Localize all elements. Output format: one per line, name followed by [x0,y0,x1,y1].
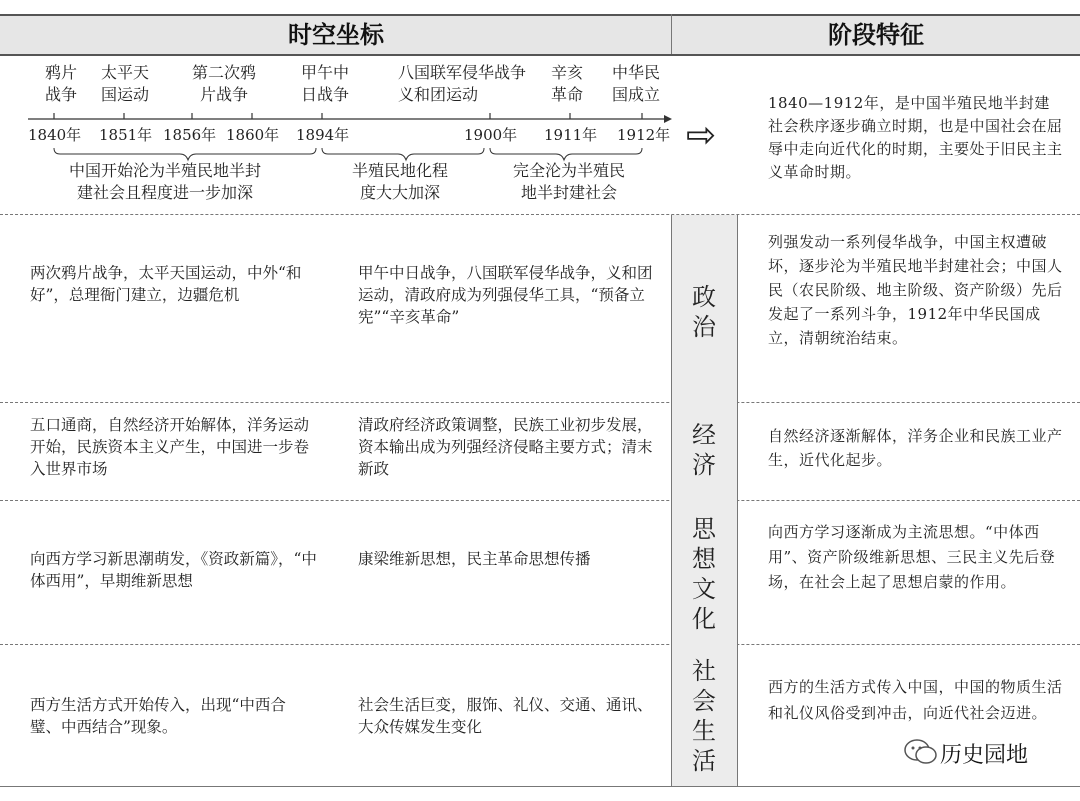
politics-early: 两次鸦片战争，太平天国运动，中外“和好”，总理衙门建立，边疆危机 [30,264,302,304]
year-1856: 1856年 [163,126,217,144]
timeline-summary: 1840—1912年，是中国半殖民地半封建社会秩序逐步确立时期，也是中国社会在屈辱中走向近代化的时期，主要处于旧民主主义革命时期。 [768,94,1063,181]
economy-early: 五口通商，自然经济开始解体，洋务运动开始，民族资本主义产生，中国进一步卷入世界市场 [30,416,310,478]
column-divider [737,215,738,786]
society-summary: 西方的生活方式传入中国，中国的物质生活和礼仪风俗受到冲击，向近代社会迈进。 [768,678,1063,722]
header-right-title: 阶段特征 [828,21,924,49]
year-1911: 1911年 [544,126,598,144]
phase-3: 完全沦为半殖民 地半封建社会 [512,161,625,202]
thought-summary: 向西方学习逐渐成为主流思想。“中体西用”、资产阶级维新思想、三民主义先后登场，在社会上起了思想启蒙的作用。 [768,523,1056,591]
thought-late: 康梁维新思想，民主革命思想传播 [358,550,591,568]
row-divider [0,402,1080,403]
event-xinhai: 辛亥 革命 [550,63,583,104]
phase-1: 中国开始沦为半殖民地半封 建社会且程度进一步加深 [68,161,261,202]
row-divider [0,500,1080,501]
event-roc-founded: 中华民 国成立 [611,63,660,104]
category-politics: 政治 [692,283,716,341]
year-1860: 1860年 [226,126,280,144]
politics-late: 甲午中日战争，八国联军侵华战争，义和团运动，清政府成为列强侵华工具，“预备立宪”“辛亥革命” [358,264,653,326]
year-1851: 1851年 [99,126,153,144]
row-divider [0,644,1080,645]
watermark-text: 历史园地 [940,743,1029,768]
category-economy: 经济 [692,421,716,479]
year-1894: 1894年 [296,126,350,144]
society-early: 西方生活方式开始传入，出现“中西合璧、中西结合”现象。 [30,696,286,736]
event-taiping: 太平天 国运动 [100,63,149,104]
thought-early: 向西方学习新思潮萌发，《资政新篇》，“中体西用”，早期维新思想 [30,550,317,590]
right-arrow-icon: ⇨ [686,115,717,156]
economy-summary: 自然经济逐渐解体，洋务企业和民族工业产生，近代化起步。 [768,427,1063,469]
table-bottom-border [0,786,1080,787]
header-divider [671,14,672,54]
category-social-life: 社会生活 [692,657,716,775]
politics-summary: 列强发动一系列侵华战争，中国主权遭破坏，逐步沦为半殖民地半封建社会；中国人民（农民阶级、地主阶级、资产阶级）先后发起了一系列斗争，1912年中华民国成立，清朝统治结束。 [768,233,1063,347]
year-1900: 1900年 [464,126,518,144]
event-second-opium-war: 第二次鸦 片战争 [191,63,256,104]
event-eight-nation: 八国联军侵华战争 义和团运动 [398,63,527,104]
year-1912: 1912年 [617,126,671,144]
year-1840: 1840年 [28,126,82,144]
header-left-title: 时空坐标 [288,21,384,49]
wechat-icon [904,738,938,766]
economy-late: 清政府经济政策调整，民族工业初步发展，资本输出成为列强经济侵略主要方式；清末新政 [358,416,653,478]
category-thought-culture: 思想文化 [692,515,716,633]
column-divider [671,215,672,786]
event-sino-japanese-war: 甲午中 日战争 [300,63,349,104]
phase-2: 半殖民地化程 度大大加深 [351,161,448,202]
row-divider [0,214,1080,215]
event-opium-war: 鸦片 战争 [44,63,77,104]
society-late: 社会生活巨变，服饰、礼仪、交通、通讯、大众传媒发生变化 [358,696,653,736]
